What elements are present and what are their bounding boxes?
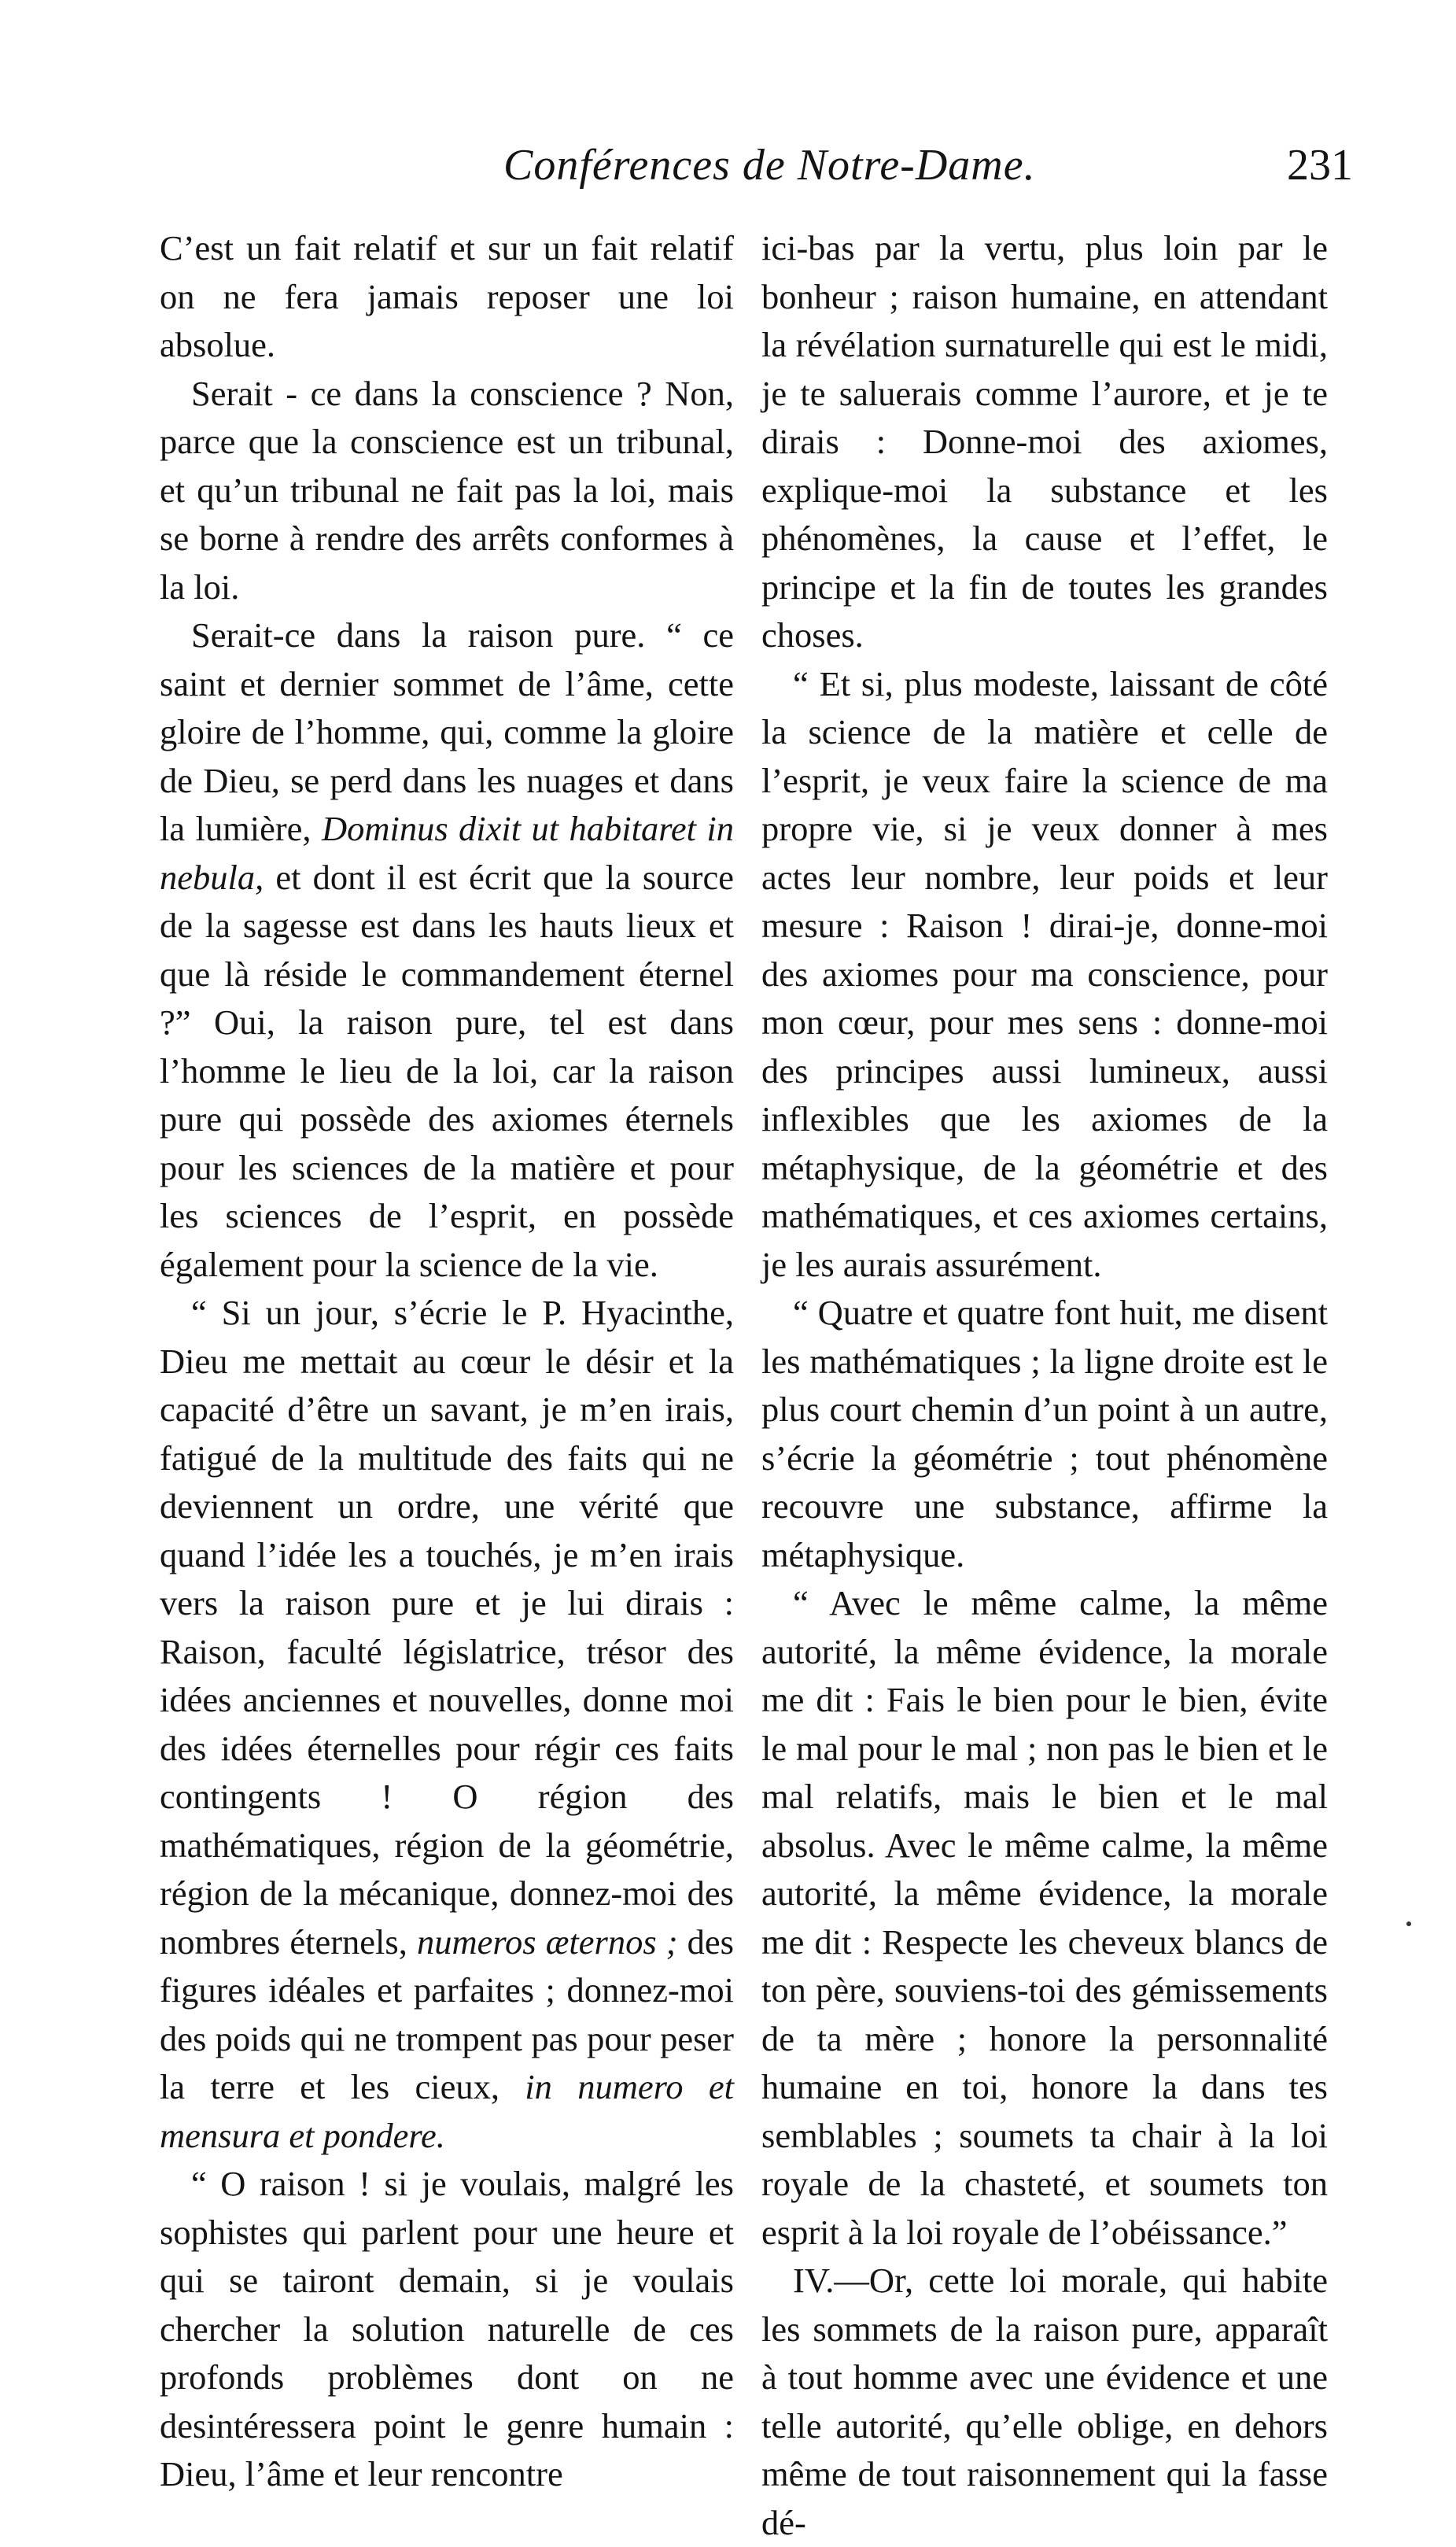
paragraph: ici-bas par la vertu, plus loin par le bonheur ; raison humaine, en attendant la révélation surnaturelle qui est le midi, je te saluerais comme l’aurore, et je te dirais : Donne-moi des axiomes, explique-moi la substance et les phénomènes, la cause et l’effet, le principe et la fin de toutes les grandes choses. [761,228,1328,655]
paragraph: “ Et si, plus modeste, laissant de côté la science de la matière et celle de l’esprit, je veux faire la science de ma propre vie, si je veux donner à mes actes leur nombre, leur poids et leur mesure : Raison ! dirai-je, donne-moi des axiomes pour ma conscience, pour mon cœur, pour mes sens : donne-moi des principes aussi lumineux, aussi inflexibles que les axiomes de la métaphysique, de la géométrie et des mathématiques, et ces axiomes certains, je les aurais assurément. [761,663,1328,1284]
text-run: “ Si un jour, s’écrie le P. Hyacinthe, Dieu me mettait au cœur le désir et la capacité d’être un savant, je m’en irais, fatigué de la multitude des faits qui ne deviennent un ordre, une vérité que quand l’idée les a touchés, je m’en irais vers la raison pure et je lui dirais : Raison, faculté législatrice, trésor des idées anciennes et nouvelles, donne moi des idées éternelles pour régir ces faits contingents ! O région des mathématiques, région de la géométrie, région de la mécanique, donnez-moi des nombres éternels, [160,1293,734,1962]
page-header [157,140,1353,203]
paragraph: C’est un fait relatif et sur un fait relatif on ne fera jamais reposer une loi absolue. [160,228,734,364]
right-column [761,224,1328,2547]
left-column [160,224,734,2499]
running-title: Conférences de Notre-Dame. [503,141,1036,190]
text-run: Serait-ce dans la raison pure. “ ce saint et dernier sommet de l’âme, cette gloire de l’homme, qui, comme la gloire de Dieu, se perd dans les nuages et dans la lumière, [160,615,734,848]
text-run: des figures idéales et parfaites ; donnez-moi des poids qui ne trompent pas pour peser la terre et les cieux, [160,1921,734,2106]
paragraph [160,611,734,1289]
paragraph: Serait - ce dans la conscience ? Non, parce que la conscience est un tribunal, et qu’un tribunal ne fait pas la loi, mais se borne à rendre des arrêts conformes à la loi. [160,373,734,607]
ink-speck [1406,1921,1411,1926]
latin-quote: Dominus dixit ut habitaret in nebula, [160,809,735,897]
paragraph: “ O raison ! si je voulais, malgré les sophistes qui parlent pour une heure et qui se tairont demain, si je voulais chercher la solution naturelle de ces profonds problèmes dont on ne desintéressera point le genre humain : Dieu, l’âme et leur rencontre [160,2164,734,2493]
latin-quote: numeros æternos ; [416,1921,678,1962]
latin-quote: in numero et mensura et pondere. [160,2067,734,2155]
paragraph: “ Avec le même calme, la même autorité, la même évidence, la morale me dit : Fais le bien pour le bien, évite le mal pour le mal ; non pas le bien et le mal relatifs, mais le bien et le mal absolus. Avec le même calme, la même autorité, la même évidence, la morale me dit : Respecte les cheveux blancs de ton père, souviens-toi des gémissements de ta mère ; honore la personnalité humaine en toi, honore la dans tes semblables ; soumets ta chair à la loi royale de la chasteté, et soumets ton esprit à la loi royale de l’obéissance.” [761,1583,1328,2252]
paragraph: “ Quatre et quatre font huit, me disent les mathématiques ; la ligne droite est le plus court chemin d’un point à un autre, s’écrie la géométrie ; tout phénomène recouvre une substance, affirme la métaphysique. [761,1293,1328,1574]
text-run: et dont il est écrit que la source de la sagesse est dans les hauts lieux et que là réside le commandement éternel ?” Oui, la raison pure, tel est dans l’homme le lieu de la loi, car la raison pure qui possède des axiomes éternels pour les sciences de la matière et pour les sciences de l’esprit, en possède également pour la science de la vie. [160,857,734,1284]
paragraph [160,1289,734,2160]
page-number: 231 [1287,141,1353,190]
paragraph: IV.—Or, cette loi morale, qui habite les sommets de la raison pure, apparaît à tout homme avec une évidence et une telle autorité, qu’elle oblige, en dehors même de tout raisonnement qui la fasse dé- [761,2261,1328,2542]
